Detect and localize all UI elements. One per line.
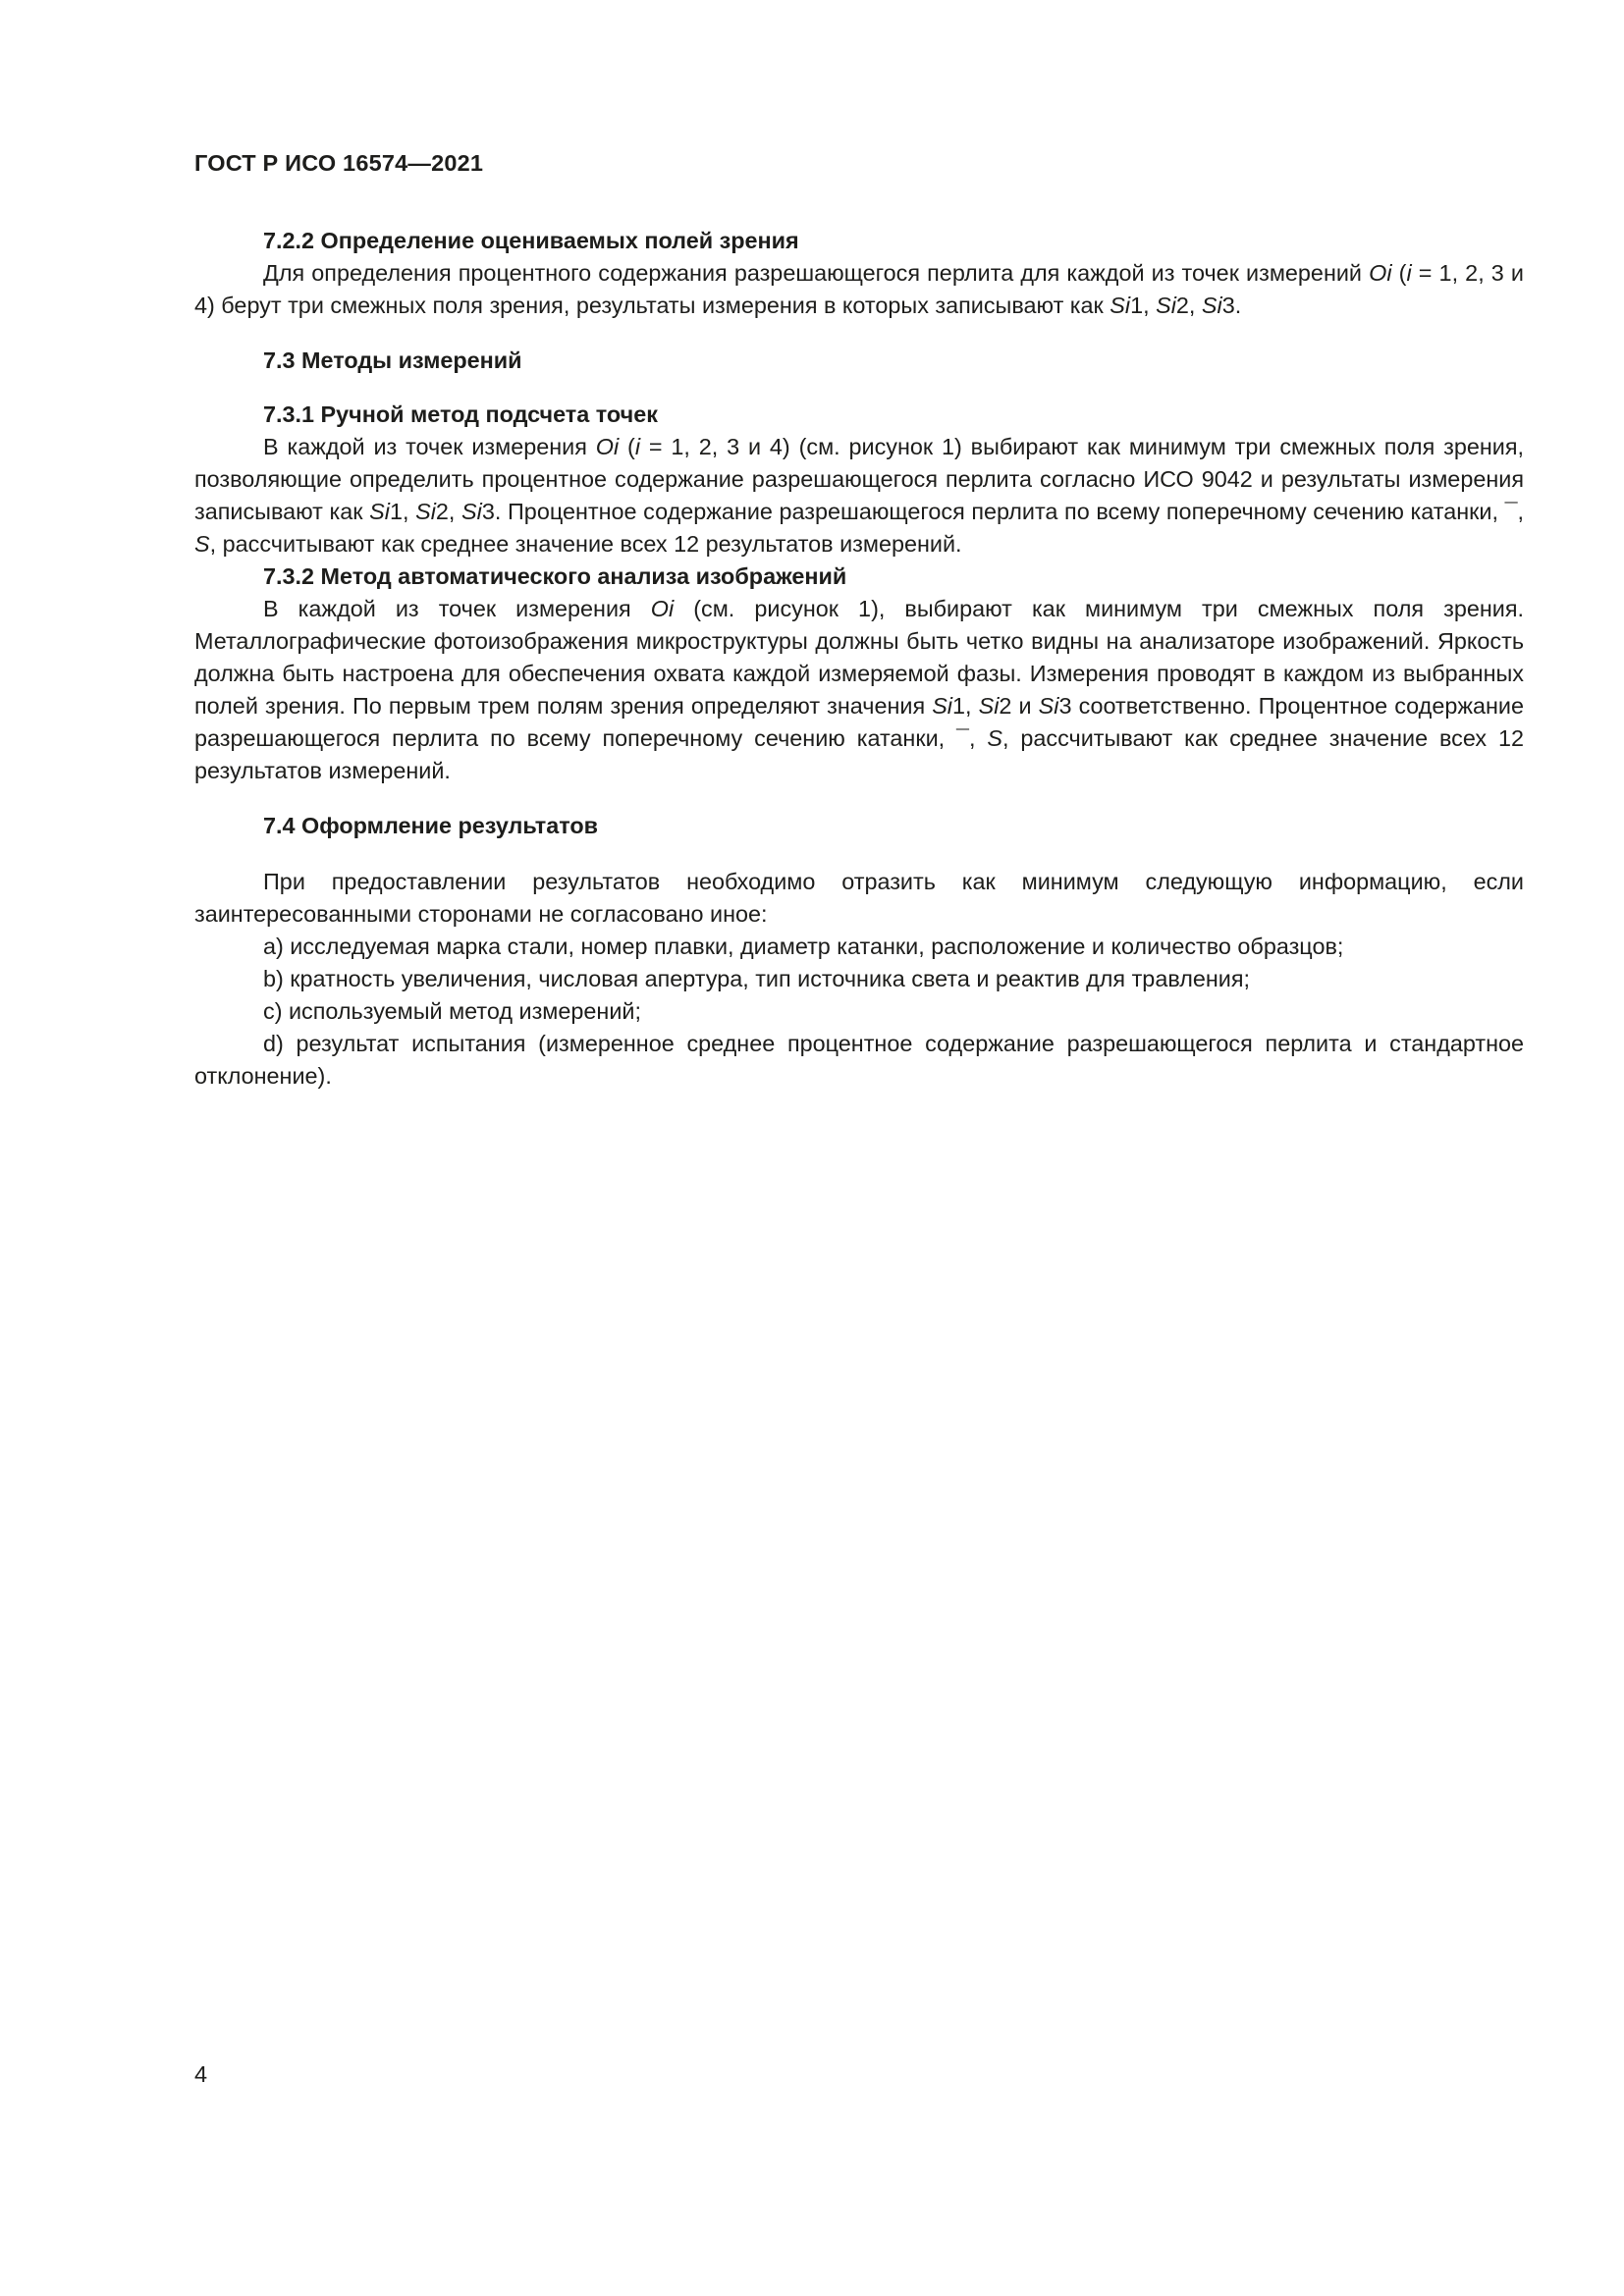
list-item-a: a) исследуемая марка стали, номер плавки, диаметр катанки, расположение и количество образцов; [263, 934, 1344, 959]
text-run: = 1, 2, 3 и 4) (см. рисунок 1) выбирают как минимум три смежных поля зрения, позволяющие определить процентное содержание разрешающегося перлита согласно ИСО 9042 и результаты измерения записывают как [194, 434, 1524, 524]
text-run: = 1, 2, 3 и 4) берут три смежных поля зрения, результаты измерения в которых записывают как [194, 260, 1525, 318]
symbol-si: Si [1110, 293, 1131, 318]
symbol-si: Si [369, 499, 390, 524]
document-body [194, 225, 1524, 1093]
symbol-oi: Oi [595, 434, 620, 459]
text-run: Для определения процентного содержания разрешающегося перлита для каждой из точек измерений [263, 260, 1370, 286]
paragraph-7-3-1 [194, 431, 1524, 561]
symbol-s: S [194, 531, 210, 557]
text-run: , рассчитывают как среднее значение всех 12 результатов измерений. [209, 531, 962, 557]
paragraph-7-2-2 [194, 257, 1524, 322]
heading-7-3: 7.3 Методы измерений [263, 347, 522, 373]
text-run: ( [1391, 260, 1407, 286]
text-run: 2, [1175, 293, 1202, 318]
text-run: ( [619, 434, 635, 459]
symbol-oi: Oi [650, 596, 675, 621]
symbol-oi: Oi [1369, 260, 1392, 286]
symbol-si: Si [415, 499, 436, 524]
text-run: В каждой из точек измерения [263, 596, 651, 621]
heading-7-4: 7.4 Оформление результатов [263, 813, 599, 838]
paragraph-7-3-2 [194, 593, 1524, 787]
text-run: 3. [1221, 293, 1242, 318]
symbol-si: Si [461, 499, 482, 524]
text-run: 3. Процентное содержание разрешающегося перлита по всему поперечному сечению катанки, ¯, [481, 499, 1524, 524]
document-header: ГОСТ Р ИСО 16574—2021 [194, 150, 484, 176]
text-run: 2, [435, 499, 462, 524]
heading-7-2-2: 7.2.2 Определение оцениваемых полей зрения [263, 228, 799, 253]
heading-7-3-1: 7.3.1 Ручной метод подсчета точек [263, 401, 658, 427]
list-item-c: c) используемый метод измерений; [263, 998, 641, 1024]
text-run: 1, [389, 499, 416, 524]
text-run: , рассчитывают как среднее значение всех 12 результатов измерений. [194, 725, 1524, 783]
list-item-b: b) кратность увеличения, числовая апертура, тип источника света и реактив для травления; [263, 966, 1251, 991]
symbol-i: i [1406, 260, 1412, 286]
text-run: 2 и [999, 693, 1039, 719]
symbol-i: i [634, 434, 641, 459]
symbol-si: Si [978, 693, 1000, 719]
text-run: 1, [1130, 293, 1157, 318]
list-item-d: d) результат испытания (измеренное среднее процентное содержание разрешающегося перлита и стандартное отклонение). [194, 1031, 1524, 1089]
text-run: 3 соответственно. Процентное содержание разрешающегося перлита по всему поперечному сечению катанки, ¯, [194, 693, 1524, 751]
heading-7-3-2: 7.3.2 Метод автоматического анализа изображений [263, 563, 847, 589]
paragraph-7-4-intro: При предоставлении результатов необходимо отразить как минимум следующую информацию, если заинтересованными сторонами не согласовано иное: [194, 869, 1524, 927]
symbol-si: Si [932, 693, 953, 719]
page-number: 4 [194, 2061, 208, 2087]
symbol-si: Si [1201, 293, 1222, 318]
text-run: (см. рисунок 1), выбирают как минимум три смежных поля зрения. Металлографические фотоизображения микроструктуры должны быть четко видны на анализаторе изображений. Яркость должна быть настроена для обеспечения охвата каждой измеряемой фазы. Измерения проводят в каждом из выбранных полей зрения. По первым трем полям зрения определяют значения [194, 596, 1524, 719]
text-run: В каждой из точек измерения [263, 434, 596, 459]
text-run: 1, [952, 693, 979, 719]
symbol-s: S [987, 725, 1002, 751]
symbol-si: Si [1038, 693, 1059, 719]
symbol-si: Si [1156, 293, 1176, 318]
